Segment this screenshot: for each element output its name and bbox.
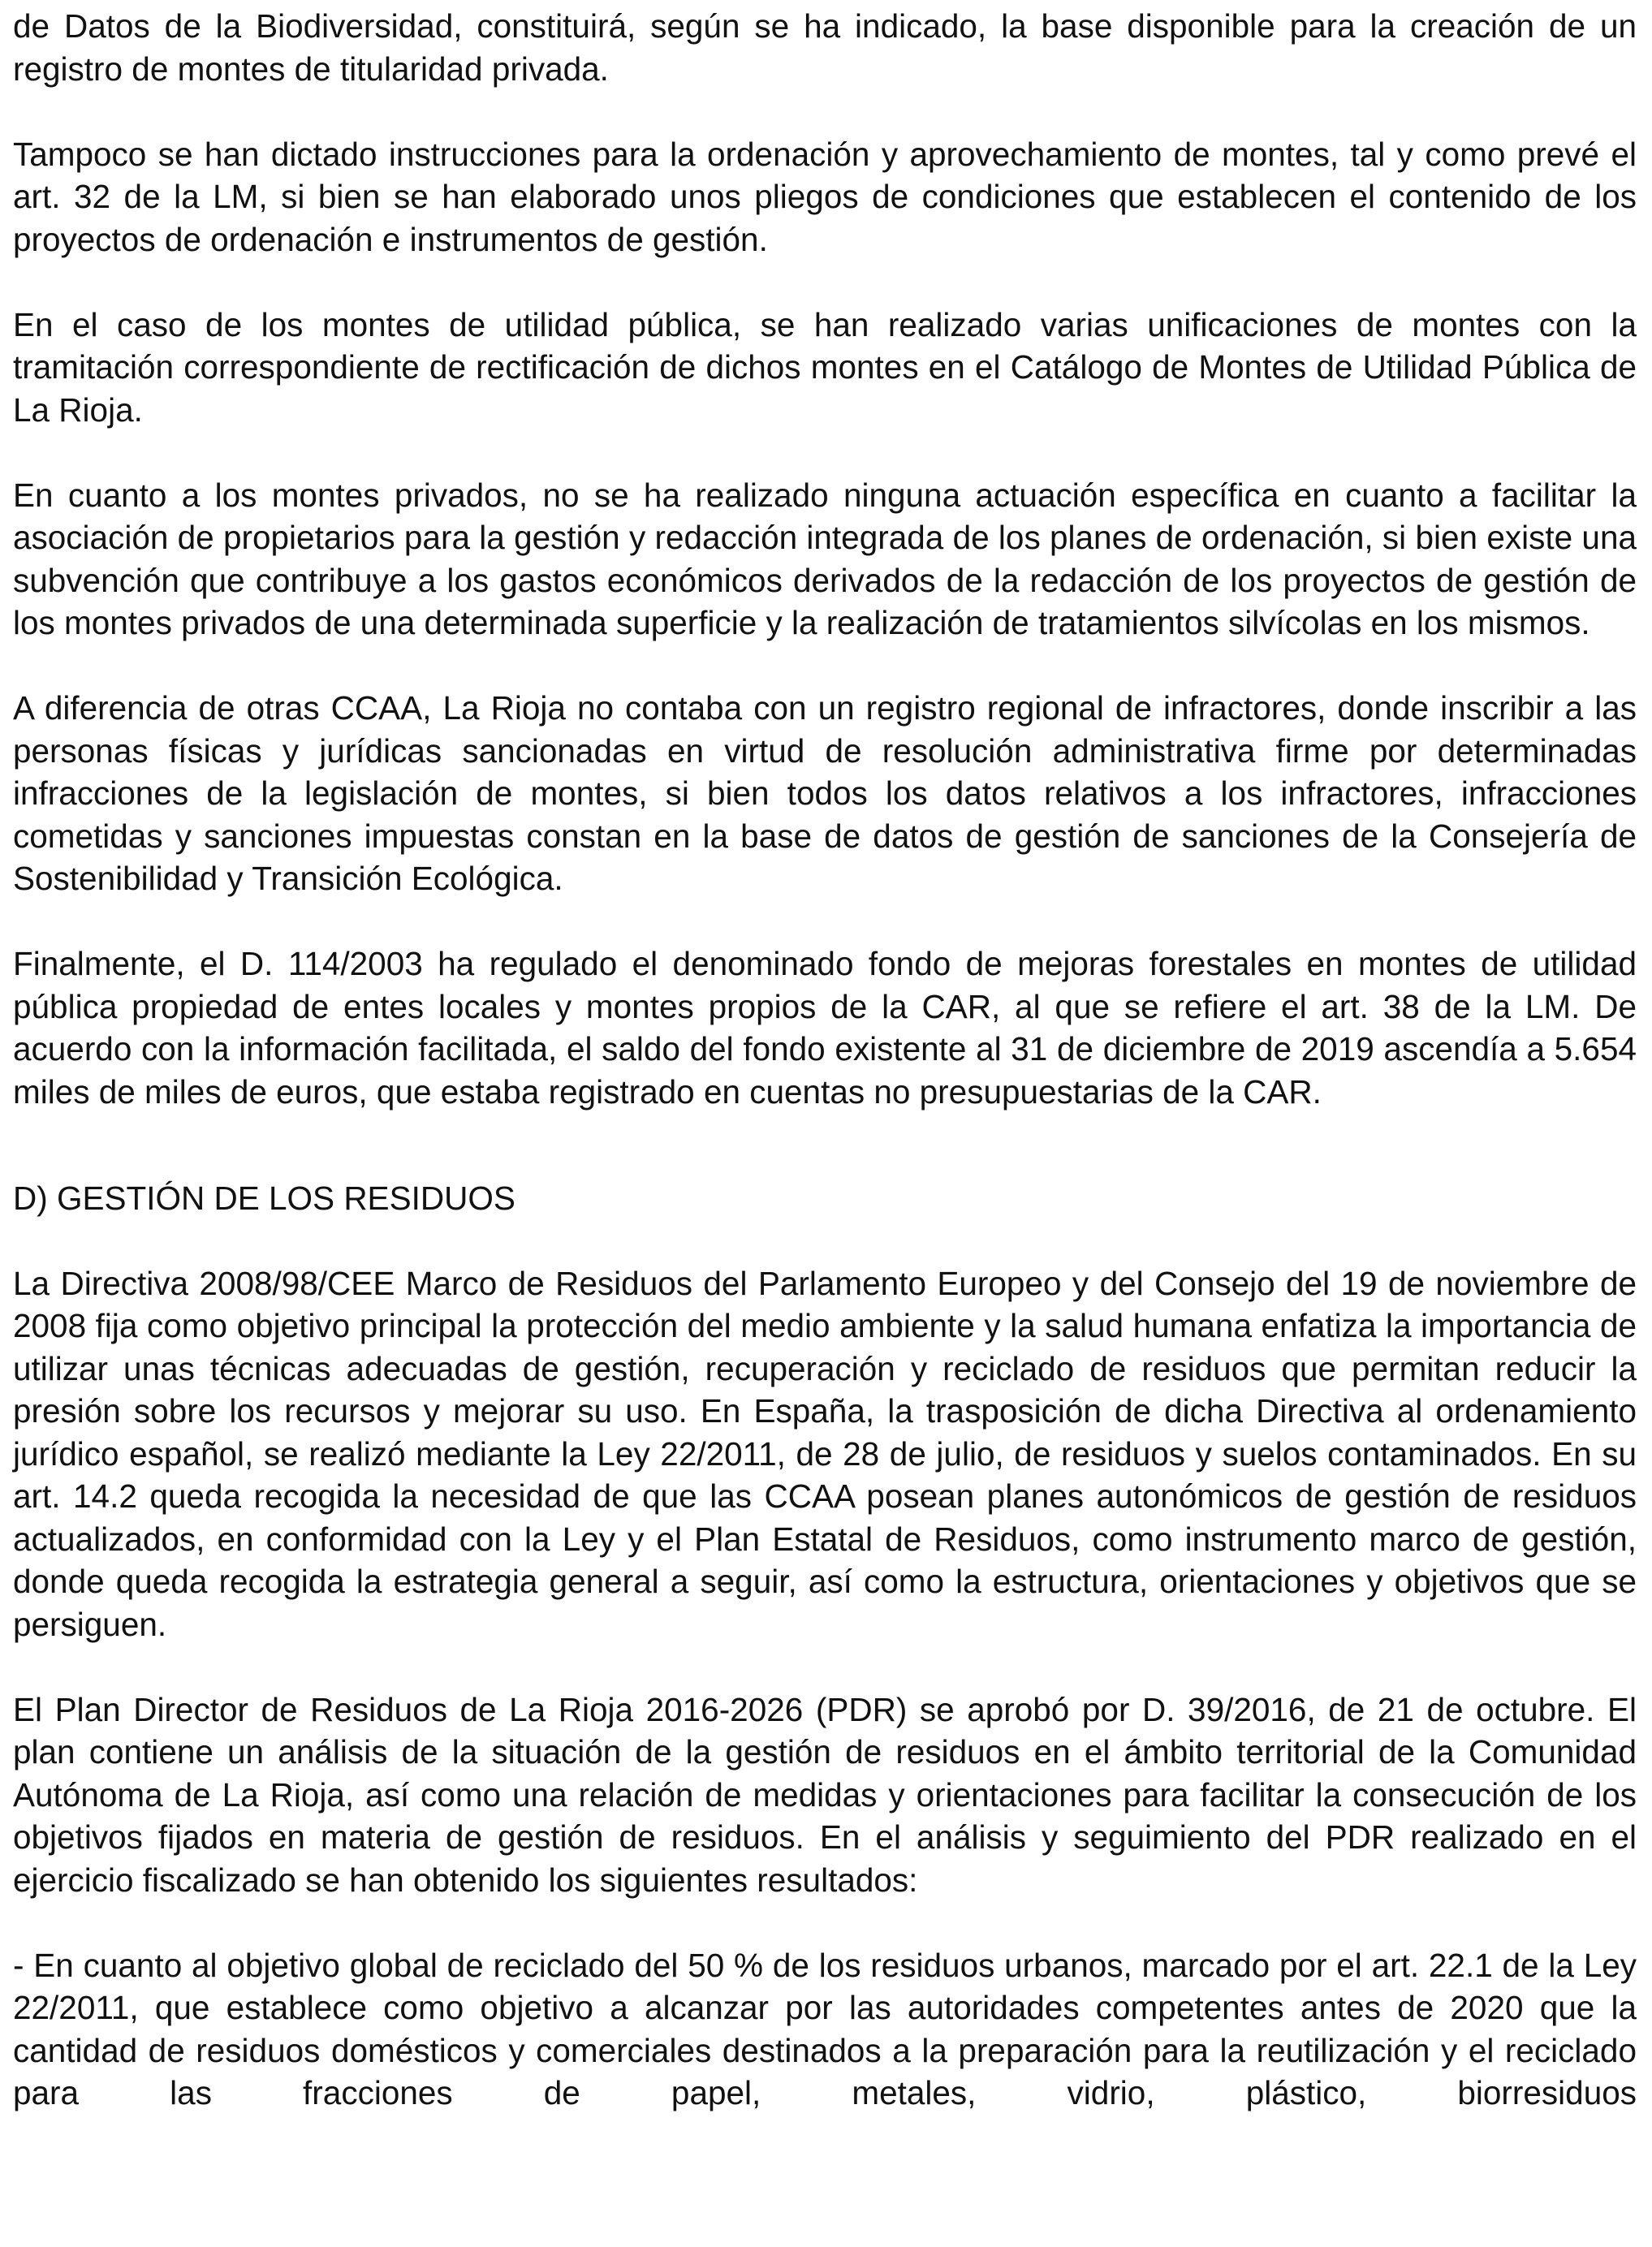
paragraph-objetivo-reciclado: - En cuanto al objetivo global de reciclado del 50 % de los residuos urbanos, marcado por el art. 22.1 de la Ley 22/2011, que establece como objetivo a alcanzar por las autoridades competentes antes de 2020 que la cantidad de residuos domésticos y comerciales destinados a la preparación para la reutilización y el reciclado para las fracciones de papel, metales, vidrio, plástico, biorresiduos [13, 1946, 1637, 2111]
paragraph-registro-montes: de Datos de la Biodiversidad, constituirá, según se ha indicado, la base disponible para la creación de un registro de montes de titularidad privada. [13, 7, 1637, 88]
paragraph-fondo-mejoras: Finalmente, el D. 114/2003 ha regulado el denominado fondo de mejoras forestales en montes de utilidad pública propiedad de entes locales y montes propios de la CAR, al que se refiere el art. 38 de la LM. De acuerdo con la información facilitada, el saldo del fondo existente al 31 de diciembre de 2019 ascendía a 5.654 miles de miles de euros, que estaba registrado en cuentas no presupuestarias de la CAR. [13, 945, 1637, 1111]
paragraph-plan-director: El Plan Director de Residuos de La Rioja 2016-2026 (PDR) se aprobó por D. 39/2016, de 21 de octubre. El plan contiene un análisis de la situación de la gestión de residuos en el ámbito territorial de la Comunidad Autónoma de La Rioja, así como una relación de medidas y orientaciones para facilitar la consecución de los objetivos fijados en materia de gestión de residuos. En el análisis y seguimiento del PDR realizado en el ejercicio fiscalizado se han obtenido los siguientes resultados: [13, 1690, 1637, 1899]
paragraph-montes-utilidad-publica: En el caso de los montes de utilidad pública, se han realizado varias unificaciones de montes con la tramitación correspondiente de rectificación de dichos montes en el Catálogo de Montes de Utilidad Pública de La Rioja. [13, 305, 1637, 429]
paragraph-directiva-residuos: La Directiva 2008/98/CEE Marco de Residuos del Parlamento Europeo y del Consejo del 19 de noviembre de 2008 fija como objetivo principal la protección del medio ambiente y la salud humana enfatiza la importancia de utilizar unas técnicas adecuadas de gestión, recuperación y reciclado de residuos que permitan reducir la presión sobre los recursos y mejorar su uso. En España, la trasposición de dicha Directiva al ordenamiento jurídico español, se realizó mediante la Ley 22/2011, de 28 de julio, de residuos y suelos contaminados. En su art. 14.2 queda recogida la necesidad de que las CCAA posean planes autonómicos de gestión de residuos actualizados, en conformidad con la Ley y el Plan Estatal de Residuos, como instrumento marco de gestión, donde queda recogida la estrategia general a seguir, así como la estructura, orientaciones y objetivos que se persiguen. [13, 1264, 1637, 1643]
paragraph-instrucciones-ordenacion: Tampoco se han dictado instrucciones para la ordenación y aprovechamiento de montes, tal y como prevé el art. 32 de la LM, si bien se han elaborado unos pliegos de condiciones que establecen el contenido de los proyectos de ordenación e instrumentos de gestión. [13, 135, 1637, 258]
paragraph-montes-privados: En cuanto a los montes privados, no se ha realizado ninguna actuación específica en cuanto a facilitar la asociación de propietarios para la gestión y redacción integrada de los planes de ordenación, si bien existe una subvención que contribuye a los gastos económicos derivados de la redacción de los proyectos de gestión de los montes privados de una determinada superficie y la realización de tratamientos silvícolas en los mismos. [13, 476, 1637, 641]
document-page [13, 5, 1637, 2115]
paragraph-registro-infractores: A diferencia de otras CCAA, La Rioja no contaba con un registro regional de infractores, donde inscribir a las personas físicas y jurídicas sancionadas en virtud de resolución administrativa firme por determinadas infracciones de la legislación de montes, si bien todos los datos relativos a los infractores, infracciones cometidas y sanciones impuestas constan en la base de datos de gestión de sanciones de la Consejería de Sostenibilidad y Transición Ecológica. [13, 689, 1637, 897]
section-heading: D) GESTIÓN DE LOS RESIDUOS [13, 1179, 515, 1217]
